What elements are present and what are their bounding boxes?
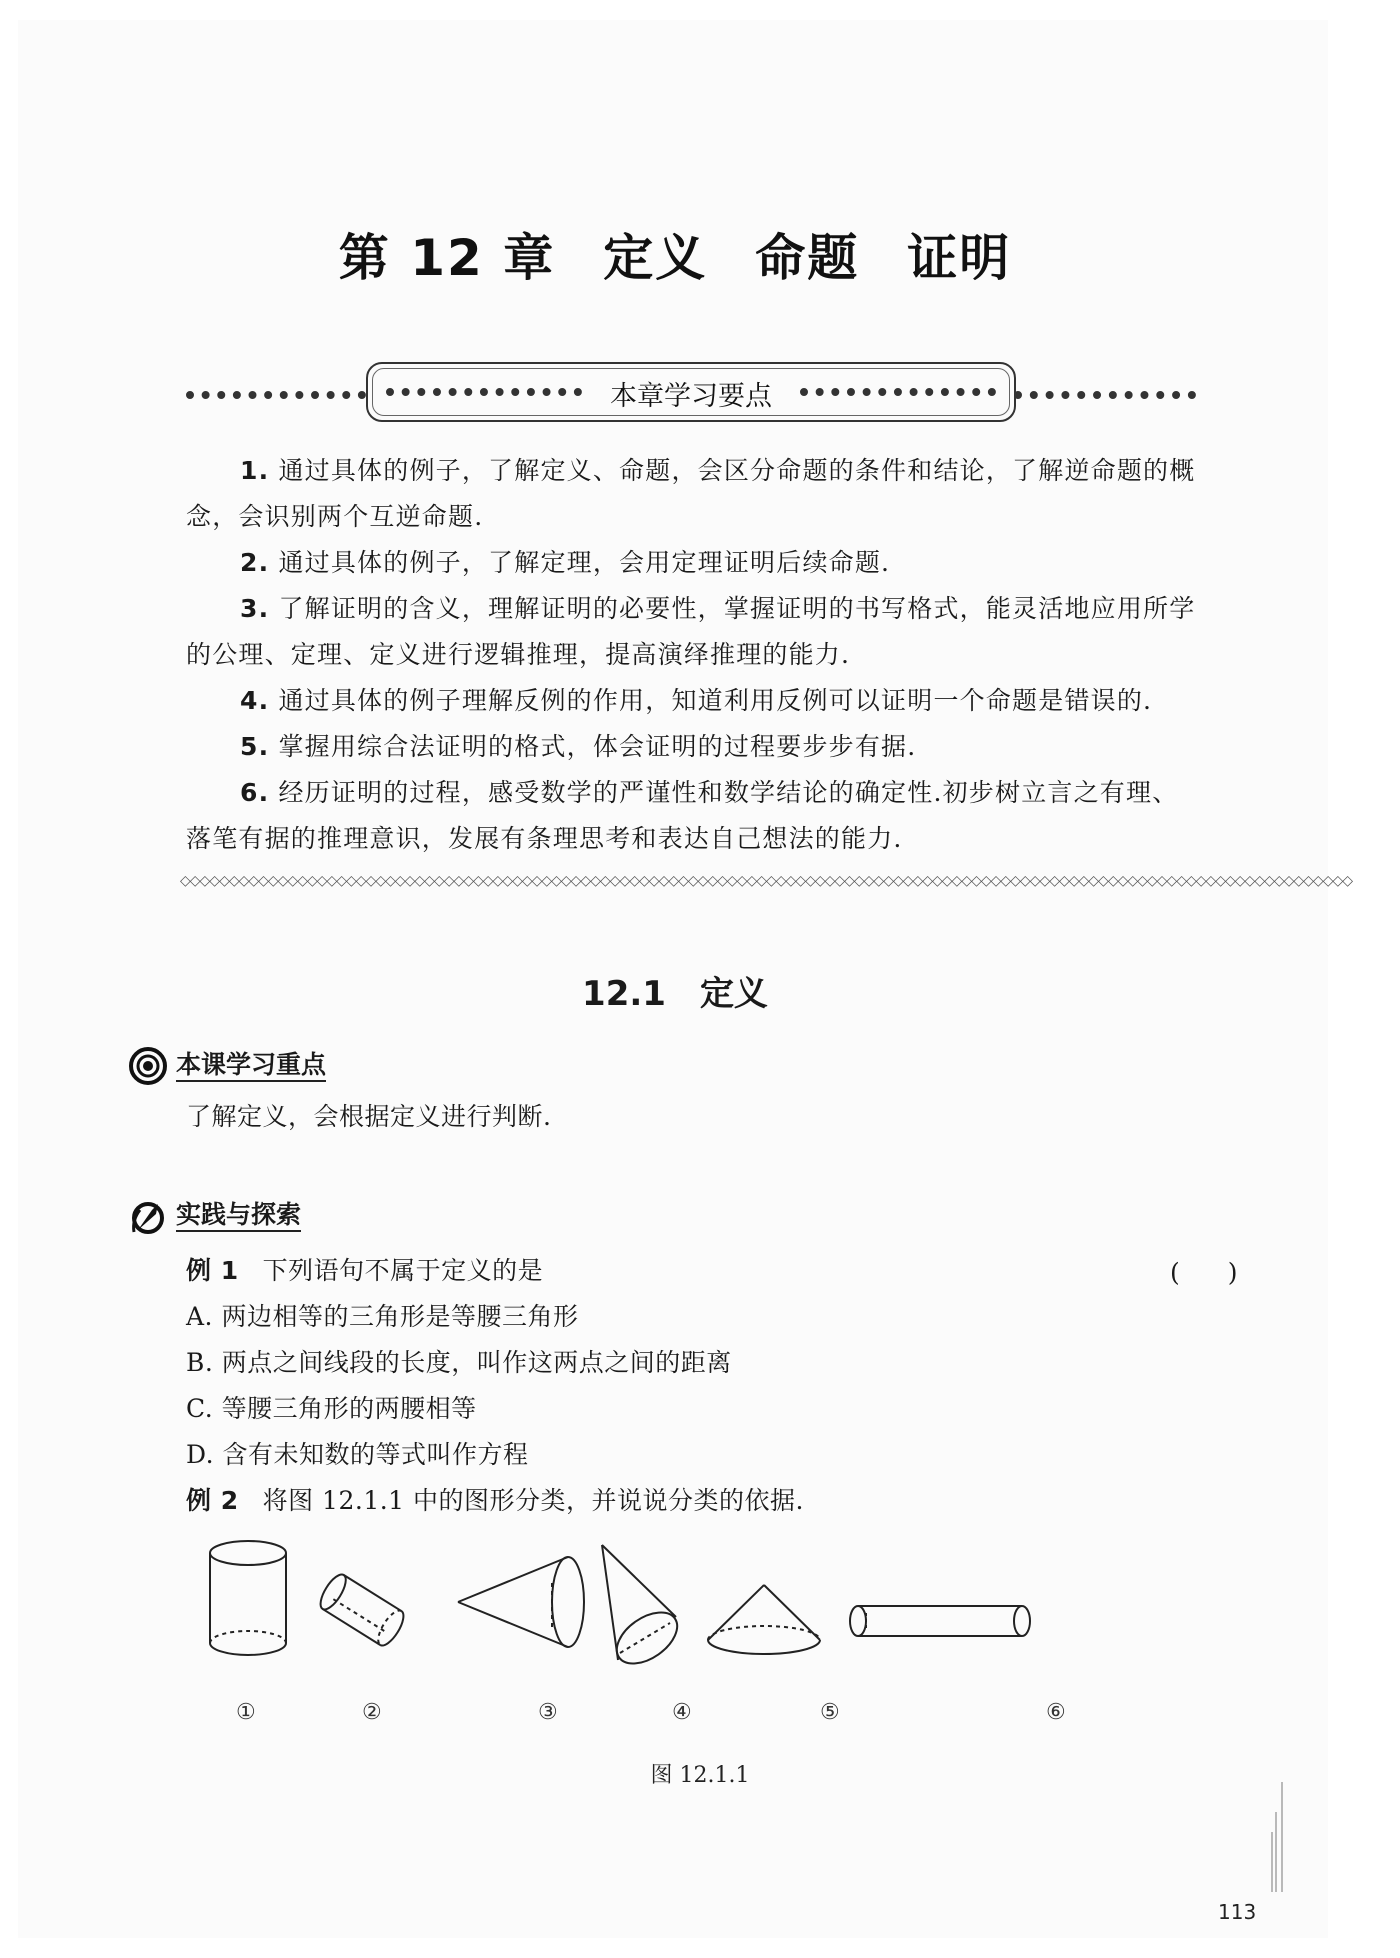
solid-long-cylinder bbox=[850, 1606, 1030, 1636]
solid-cone-tilted bbox=[512, 1545, 686, 1674]
figure-label-6: ⑥ bbox=[1046, 1700, 1066, 1725]
answer-blank: ( ) bbox=[1170, 1258, 1238, 1287]
key-points-header-box bbox=[366, 362, 1016, 422]
example-2-text: 例 2 将图 12.1.1 中的图形分类，并说说分类的依据. bbox=[186, 1486, 804, 1515]
key-points-list bbox=[186, 448, 1196, 862]
section-title bbox=[0, 966, 1350, 1015]
figure-label-4: ④ bbox=[672, 1700, 692, 1725]
figure-label-1: ① bbox=[236, 1700, 256, 1725]
key-point-item: 1. 通过具体的例子，了解定义、命题，会区分命题的条件和结论，了解逆命题的概念，会识别两个互逆命题. bbox=[186, 456, 1196, 531]
compass-icon bbox=[128, 1196, 168, 1236]
chapter-topic-3: 证明 bbox=[907, 229, 1012, 287]
solid-disk bbox=[316, 1571, 408, 1649]
option-b: B. 两点之间线段的长度，叫作这两点之间的距离 bbox=[186, 1348, 732, 1377]
lesson-focus-text: 了解定义，会根据定义进行判断. bbox=[186, 1102, 552, 1131]
solid-cone-horizontal bbox=[458, 1557, 584, 1647]
key-point-item: 4. 通过具体的例子理解反例的作用，知道利用反例可以证明一个命题是错误的. bbox=[240, 686, 1153, 715]
figure-caption: 图 12.1.1 bbox=[650, 1763, 750, 1788]
solid-cylinder bbox=[210, 1541, 286, 1655]
dotted-rule-right bbox=[1014, 391, 1196, 399]
solid-cone-upright bbox=[660, 1535, 820, 1654]
option-a: A. 两边相等的三角形是等腰三角形 bbox=[186, 1302, 579, 1331]
key-point-item: 6. 经历证明的过程，感受数学的严谨性和数学结论的确定性.初步树立言之有理、落笔有据的推理意识，发展有条理思考和表达自己想法的能力. bbox=[186, 778, 1179, 853]
chapter-number: 第 12 章 bbox=[338, 229, 556, 287]
section-name: 定义 bbox=[699, 974, 768, 1014]
chapter-topic-1: 定义 bbox=[603, 229, 708, 287]
key-point-item: 5. 掌握用综合法证明的格式，体会证明的过程要步步有据. bbox=[240, 732, 917, 761]
section-number: 12.1 bbox=[582, 974, 666, 1014]
example-1-question: 例 1 下列语句不属于定义的是 bbox=[186, 1256, 544, 1285]
target-icon bbox=[128, 1046, 168, 1086]
option-d: D. 含有未知数的等式叫作方程 bbox=[186, 1440, 529, 1469]
figure-label-2: ② bbox=[362, 1700, 382, 1725]
chapter-topic-2: 命题 bbox=[755, 229, 860, 287]
figure-label-5: ⑤ bbox=[820, 1700, 840, 1725]
lesson-focus-heading: 本课学习重点 bbox=[128, 1046, 326, 1086]
key-points-title: 本章学习要点 bbox=[600, 381, 782, 412]
figure-label-3: ③ bbox=[538, 1700, 558, 1725]
practice-heading: 实践与探索 bbox=[128, 1196, 301, 1236]
key-point-item: 3. 了解证明的含义，理解证明的必要性，掌握证明的书写格式，能灵活地应用所学的公理、定理、定义进行逻辑推理，提高演绎推理的能力. bbox=[186, 594, 1196, 669]
key-point-item: 2. 通过具体的例子，了解定理，会用定理证明后续命题. bbox=[240, 548, 891, 577]
dotted-rule-left bbox=[186, 391, 366, 399]
chapter-title bbox=[0, 218, 1350, 290]
diamond-divider: ◇◇◇◇◇◇◇◇◇◇◇◇◇◇◇◇◇◇◇◇◇◇◇◇◇◇◇◇◇◇◇◇◇◇◇◇◇◇◇◇◇◇◇◇◇◇◇◇◇◇◇◇◇◇◇◇◇◇◇◇◇◇◇◇◇◇◇◇◇◇◇◇◇◇◇◇◇◇◇◇◇◇◇◇◇◇◇◇◇◇◇◇◇◇◇◇◇◇◇◇◇◇◇◇◇◇◇◇◇◇◇◇◇◇◇◇◇◇◇◇ bbox=[180, 873, 1352, 889]
option-c: C. 等腰三角形的两腰相等 bbox=[186, 1394, 477, 1423]
margin-marks bbox=[1268, 1782, 1288, 1892]
page-number: 113 bbox=[1218, 1900, 1257, 1924]
